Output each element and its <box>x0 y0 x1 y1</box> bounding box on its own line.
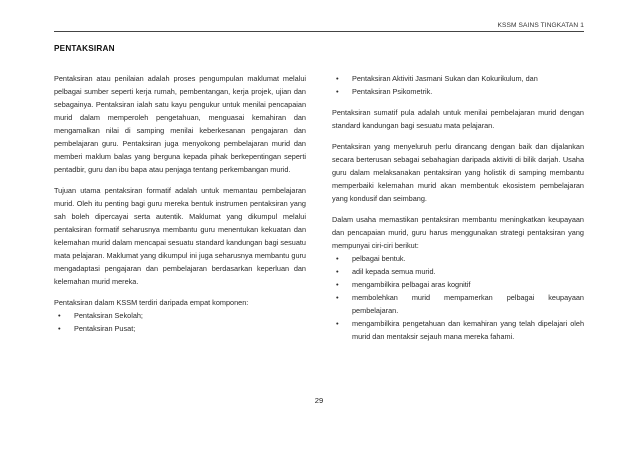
components-list <box>54 309 306 335</box>
paragraph-formative-assessment: Tujuan utama pentaksiran formatif adalah untuk memantau pembelajaran murid. Oleh itu penting bagi guru mereka bentuk instrumen pentaksiran yang sah boleh dipercayai serta autentik. Maklumat yang dikumpul melalui pentaksiran formatif seharusnya membantu guru menentukan kekuatan dan kelemahan murid dalam mencapai sesuatu standard kandungan bagi sesuatu mata pelajaran. Maklumat yang dikumpul ini juga seharusnya membantu guru mengadaptasi pengajaran dan pembelajaran berdasarkan keperluan dan kelemahan murid mereka. <box>54 186 306 286</box>
criteria-list <box>332 252 584 343</box>
paragraph-summative-assessment: Pentaksiran sumatif pula adalah untuk menilai pembelajaran murid dengan standard kandungan bagi sesuatu mata pelajaran. <box>332 108 584 130</box>
list-item: • Pentaksiran Aktiviti Jasmani Sukan dan Kokurikulum, dan <box>332 72 584 85</box>
section-title: PENTAKSIRAN <box>54 44 115 53</box>
list-item: • adil kepada semua murid. <box>332 265 584 278</box>
header-divider <box>54 31 584 32</box>
list-item: • Pentaksiran Psikometrik. <box>332 85 584 98</box>
paragraph-assessment-definition: Pentaksiran atau penilaian adalah proses pengumpulan maklumat melalui pelbagai sumber seperti kerja rumah, pembentangan, kerja projek, ujian dan sebagainya. Pentaksiran ialah satu kayu pengukur untuk menilai pencapaian murid dalam memperoleh pengetahuan, menguasai kemahiran dan mengamalkan nilai di samping menilai keberkesanan pengajaran dan pembelajaran guru. Pentaksiran juga menyokong pembelajaran murid dan memberi maklum balas yang berguna kepada pihak berkepentingan seperti pentadbir, guru dan ibu bapa atau penjaga tentang perkembangan murid. <box>54 74 306 174</box>
list-item: • Pentaksiran Sekolah; <box>54 309 306 322</box>
list-item: • mengambilkira pengetahuan dan kemahiran yang telah dipelajari oleh murid dan mentaksir sejauh mana mereka fahami. <box>332 317 584 343</box>
paragraph-strategy-intro: Dalam usaha memastikan pentaksiran membantu meningkatkan keupayaan dan pencapaian murid, guru harus menggunakan strategi pentaksiran yang mempunyai ciri-ciri berikut: <box>332 215 584 250</box>
list-item: • mengambilkira pelbagai aras kognitif <box>332 278 584 291</box>
list-item: • pelbagai bentuk. <box>332 252 584 265</box>
components-list-continued <box>332 72 584 98</box>
paragraph-components-intro: Pentaksiran dalam KSSM terdiri daripada empat komponen: <box>54 298 249 307</box>
paragraph-holistic-assessment: Pentaksiran yang menyeluruh perlu dirancang dengan baik dan dijalankan secara berterusan sebagai sebahagian daripada aktiviti di bilik darjah. Usaha guru dalam melaksanakan pentaksiran yang holistik di samping membantu memperbaiki kelemahan murid akan membentuk ekosistem pembelajaran yang kondusif dan seimbang. <box>332 142 584 203</box>
left-column <box>54 72 306 335</box>
list-item: • membolehkan murid mempamerkan pelbagai keupayaan pembelajaran. <box>332 291 584 317</box>
running-header: KSSM SAINS TINGKATAN 1 <box>497 22 584 29</box>
right-column <box>332 72 584 343</box>
page-number: 29 <box>314 396 324 405</box>
list-item: • Pentaksiran Pusat; <box>54 322 306 335</box>
